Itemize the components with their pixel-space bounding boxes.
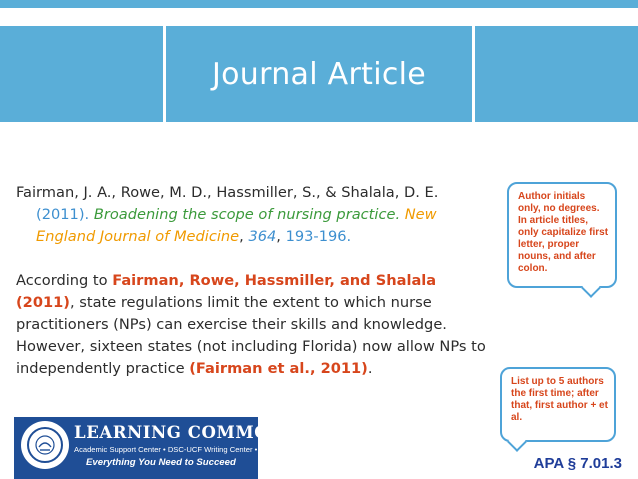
callout-tail bbox=[581, 278, 601, 298]
paragraph-end: . bbox=[367, 360, 373, 377]
example-paragraph bbox=[16, 270, 496, 380]
logo-subtitle: Academic Support Center • DSC-UCF Writing Center • Library Services bbox=[74, 445, 314, 454]
parenthetical-citation: (Fairman et al., 2011) bbox=[189, 360, 368, 377]
paragraph-lead: According to bbox=[16, 272, 113, 289]
slide-title: Journal Article bbox=[211, 56, 427, 92]
citation-pages: 193-196. bbox=[285, 228, 352, 245]
college-seal-icon bbox=[21, 421, 69, 469]
citation-volume: 364 bbox=[248, 228, 277, 245]
top-accent-stripe bbox=[0, 0, 638, 8]
callout-text: List up to 5 authors the first time; after that, first author + et al. bbox=[511, 376, 608, 423]
callout-text: Author initials only, no degrees. In article titles, only capitalize first letter, proper nouns, and after colon. bbox=[518, 191, 609, 274]
narrative-citation: Fairman, Rowe, Hassmiller, and Shalala (2011) bbox=[16, 272, 437, 311]
citation-year: (2011). bbox=[36, 206, 90, 223]
reference-citation: Fairman, J. A., Rowe, M. D., Hassmiller, S., & Shalala, D. E. (2011). Broadening the scope of nursing practice. New England Journal of Medicine, 364, 193-196. bbox=[16, 184, 439, 245]
citation-article-title: Broadening the scope of nursing practice. bbox=[93, 206, 401, 223]
authors-list-callout bbox=[500, 367, 616, 442]
logo-tagline: Everything You Need to Succeed bbox=[86, 457, 236, 468]
title-box bbox=[163, 26, 475, 122]
apa-section-reference: APA § 7.01.3 bbox=[533, 455, 622, 472]
paragraph-body: , state regulations limit the extent to which nurse practitioners (NPs) can exercise their skills and knowledge. However, sixteen states (not including Florida) now allow NPs to independently practice bbox=[16, 294, 486, 377]
callout-tail bbox=[507, 432, 527, 452]
citation-comma: , bbox=[239, 228, 244, 245]
learning-commons-logo bbox=[14, 417, 314, 479]
citation-authors: Fairman, J. A., Rowe, M. D., Hassmiller, S., & Shalala, D. E. bbox=[16, 184, 439, 201]
author-initials-callout bbox=[507, 182, 617, 288]
citation-journal: New England Journal of Medicine bbox=[36, 206, 437, 245]
logo-brand: LEARNING COMMONS bbox=[74, 423, 298, 442]
